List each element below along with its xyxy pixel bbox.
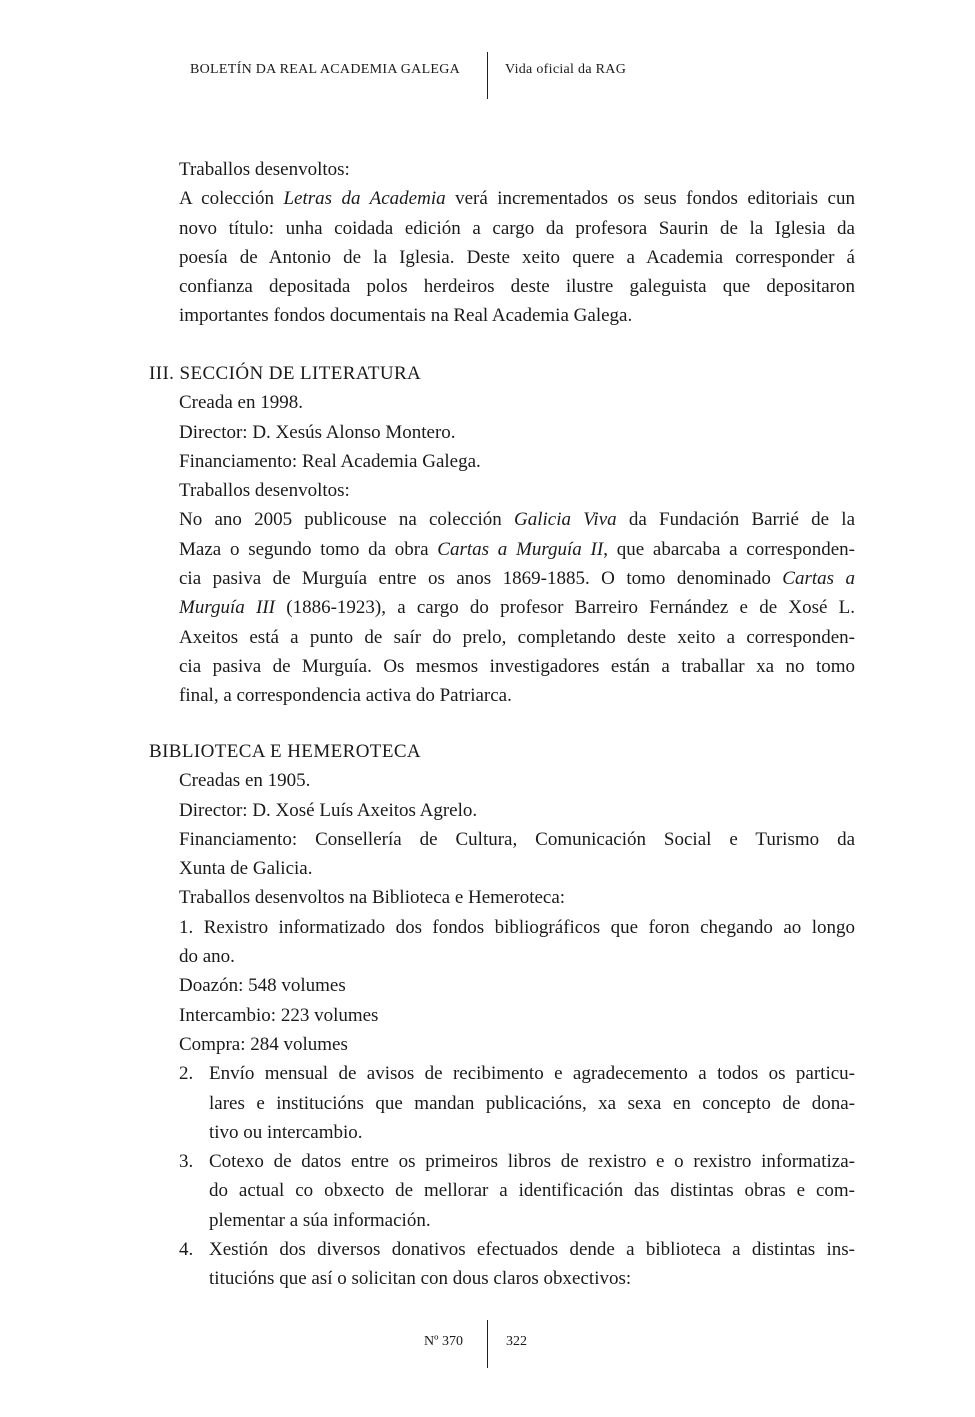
text-segment: lares e institucións que mandan publicacións, xa sexa en concepto de dona- [209, 1092, 855, 1114]
text-segment: cia pasiva de Murguía. Os mesmos investigadores están a traballar xa no tomo [179, 655, 855, 677]
italic-title: Murguía III [179, 597, 276, 619]
text-line [149, 1147, 855, 1176]
text-line [149, 1264, 855, 1293]
text-line [149, 301, 855, 330]
running-header-section: Vida oficial da RAG [505, 62, 627, 77]
text-segment: Envío mensual de avisos de recibimento e agradecemento a todos os particu- [209, 1063, 855, 1085]
text-segment: cia pasiva de Murguía entre os anos 1869-1885. O tomo denominado [179, 568, 783, 590]
text-segment: Creadas en 1905. [179, 770, 311, 792]
text-segment: Traballos desenvoltos: [179, 480, 350, 502]
text-segment: final, a correspondencia activa do Patriarca. [179, 685, 512, 707]
text-line [149, 681, 855, 710]
text-line [149, 593, 855, 622]
text-segment: III. SECCIÓN DE LITERATURA [149, 363, 422, 384]
text-line [149, 564, 855, 593]
text-segment: do actual co obxecto de mellorar a identificación das distintas obras e com- [209, 1180, 855, 1202]
header-divider [487, 52, 488, 99]
text-segment: novo título: unha coidada edición a cargo da profesora Saurin de la Iglesia da [179, 217, 855, 239]
text-segment: Xestión dos diversos donativos efectuados dende a biblioteca a distintas ins- [209, 1239, 855, 1261]
text-line [149, 476, 855, 505]
text-segment: Cotexo de datos entre os primeiros libros de rexistro e o rexistro informatiza- [209, 1151, 855, 1173]
list-number: 3. [179, 1151, 194, 1173]
paragraph-traballos-letras [149, 155, 855, 331]
text-line [149, 1118, 855, 1147]
text-line [149, 652, 855, 681]
italic-title: Letras da Academia [283, 188, 446, 210]
text-segment: Financiamento: Consellería de Cultura, Comunicación Social e Turismo da [179, 828, 855, 850]
italic-title: Cartas a Murguía II [437, 538, 604, 560]
text-segment: Financiamento: Real Academia Galega. [179, 450, 481, 472]
text-line [149, 184, 855, 213]
text-segment: Intercambio: 223 volumes [179, 1004, 379, 1026]
text-segment: No ano 2005 publicouse na colección [179, 509, 515, 531]
text-segment: Doazón: 548 volumes [179, 975, 346, 997]
text-segment: BIBLIOTECA E HEMEROTECA [149, 741, 422, 762]
text-line [149, 971, 855, 1000]
text-segment: titucións que así o solicitan con dous claros obxectivos: [209, 1268, 632, 1290]
text-segment: Compra: 284 volumes [179, 1033, 348, 1055]
text-line [149, 883, 855, 912]
text-segment: Creada en 1998. [179, 392, 303, 414]
issue-number: Nº 370 [424, 1334, 463, 1349]
text-segment: plementar a súa información. [209, 1209, 431, 1231]
section-heading [149, 737, 855, 766]
footer-divider [487, 1320, 488, 1368]
text-line [149, 1235, 855, 1264]
text-line [149, 1001, 855, 1030]
text-line [149, 1059, 855, 1088]
text-segment: verá incrementados os seus fondos editoriais cun [445, 188, 855, 210]
text-segment: (1886-1923), a cargo do profesor Barreiro Fernández e de Xosé L. [275, 597, 855, 619]
text-line [149, 535, 855, 564]
section-literatura [149, 359, 855, 711]
text-line [149, 1089, 855, 1118]
text-segment: Director: D. Xosé Luís Axeitos Agrelo. [179, 799, 478, 821]
text-line [149, 623, 855, 652]
text-line [149, 155, 855, 184]
text-line [149, 1206, 855, 1235]
text-line [149, 825, 855, 854]
italic-title: Galicia Viva [514, 509, 617, 531]
list-number: 4. [179, 1239, 194, 1261]
text-segment: Director: D. Xesús Alonso Montero. [179, 421, 456, 443]
text-line [149, 418, 855, 447]
text-line [149, 913, 855, 942]
text-line [149, 796, 855, 825]
page-number: 322 [506, 1334, 527, 1349]
text-line [149, 766, 855, 795]
text-line [149, 243, 855, 272]
text-line [149, 272, 855, 301]
text-segment: tivo ou intercambio. [209, 1121, 363, 1143]
text-line [149, 447, 855, 476]
text-segment: 1. Rexistro informatizado dos fondos bibliográficos que foron chegando ao longo [179, 916, 855, 938]
text-line [149, 1030, 855, 1059]
text-line [149, 942, 855, 971]
section-heading [149, 359, 855, 388]
text-segment: confianza depositada polos herdeiros deste ilustre galeguista que depositaron [179, 276, 855, 298]
text-line [149, 388, 855, 417]
text-segment: Traballos desenvoltos: [179, 159, 350, 180]
italic-title: Cartas a [782, 568, 855, 590]
text-segment: do ano. [179, 946, 235, 968]
list-number: 2. [179, 1063, 194, 1085]
text-segment: Maza o segundo tomo da obra [179, 538, 438, 560]
text-segment: , que abarcaba a corresponden- [603, 538, 855, 560]
text-segment: A colección [179, 188, 284, 210]
text-segment: importantes fondos documentais na Real Academia Galega. [179, 305, 633, 327]
running-header-journal: BOLETÍN DA REAL ACADEMIA GALEGA [190, 62, 461, 77]
text-segment: da Fundación Barrié de la [616, 509, 855, 531]
text-line [149, 214, 855, 243]
text-line [149, 1176, 855, 1205]
text-segment: Axeitos está a punto de saír do prelo, completando deste xeito a corresponden- [179, 626, 855, 648]
text-segment: poesía de Antonio de la Iglesia. Deste xeito quere a Academia corresponder á [179, 246, 855, 268]
section-biblioteca [149, 737, 855, 1294]
text-segment: Traballos desenvoltos na Biblioteca e Hemeroteca: [179, 887, 566, 909]
text-line [149, 505, 855, 534]
text-line [149, 854, 855, 883]
text-segment: Xunta de Galicia. [179, 858, 313, 880]
